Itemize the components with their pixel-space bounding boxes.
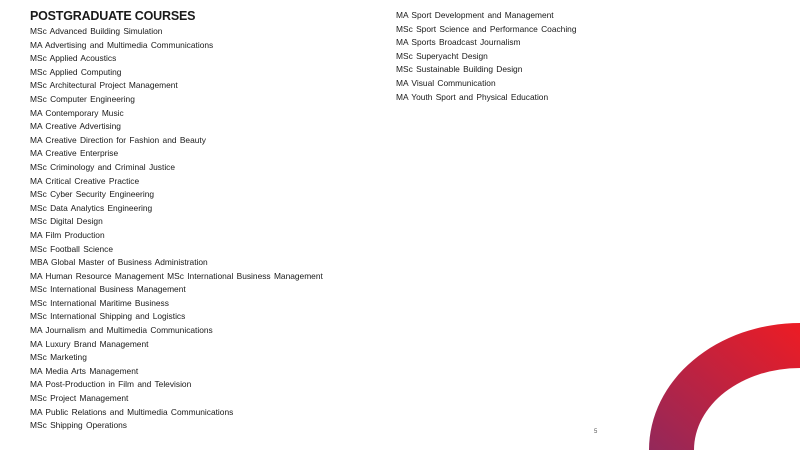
- course-item: MA Critical Creative Practice: [30, 175, 140, 186]
- course-item: MSc Project Management: [30, 393, 129, 404]
- course-list-right: [396, 9, 577, 104]
- course-item: MSc International Maritime Business: [30, 297, 169, 308]
- course-list-left: [30, 25, 323, 433]
- course-item: MSc International Business Management: [30, 284, 186, 295]
- course-item: MA Post-Production in Film and Television: [30, 379, 192, 390]
- course-item: MSc Criminology and Criminal Justice: [30, 161, 176, 172]
- course-item: MSc Architectural Project Management: [30, 80, 178, 91]
- course-item: MA Film Production: [30, 229, 105, 240]
- course-item: MBA Global Master of Business Administration: [30, 257, 208, 268]
- course-item: MA Creative Direction for Fashion and Beauty: [30, 134, 206, 145]
- course-item: MA Creative Enterprise: [30, 148, 119, 159]
- course-item: MA Youth Sport and Physical Education: [396, 91, 549, 102]
- course-item: MSc Applied Acoustics: [30, 53, 117, 64]
- course-item: MA Media Arts Management: [30, 365, 139, 376]
- course-item: MSc Sustainable Building Design: [396, 64, 523, 75]
- course-item: MA Sport Development and Management: [396, 10, 554, 20]
- course-item: MA Visual Communication: [396, 77, 496, 88]
- course-item: MSc Cyber Security Engineering: [30, 189, 155, 200]
- course-item: MSc Football Science: [30, 243, 113, 254]
- decorative-arc-graphic: [640, 320, 800, 450]
- course-item: MA Public Relations and Multimedia Communications: [30, 406, 234, 417]
- course-item: MA Advertising and Multimedia Communications: [30, 39, 214, 50]
- course-item: MA Sports Broadcast Journalism: [396, 37, 521, 48]
- course-item: MSc Shipping Operations: [30, 420, 127, 431]
- course-item: MA Luxury Brand Management: [30, 338, 149, 349]
- course-item: MA Contemporary Music: [30, 107, 124, 118]
- course-item: MSc Digital Design: [30, 216, 103, 227]
- course-item: MSc Marketing: [30, 352, 87, 363]
- course-item: MA Creative Advertising: [30, 121, 121, 132]
- course-item: MSc Superyacht Design: [396, 50, 488, 61]
- page-title: POSTGRADUATE COURSES: [30, 9, 196, 23]
- course-item: MSc International Shipping and Logistics: [30, 311, 186, 322]
- course-item: MSc Computer Engineering: [30, 93, 135, 104]
- page-number: 5: [594, 429, 598, 435]
- course-item: MSc Data Analytics Engineering: [30, 202, 153, 213]
- course-item: MA Human Resource Management MSc International Business Management: [30, 270, 323, 281]
- course-item: MSc Advanced Building Simulation: [30, 26, 163, 36]
- course-item: MA Journalism and Multimedia Communications: [30, 325, 213, 336]
- course-item: MSc Applied Computing: [30, 66, 122, 77]
- course-item: MSc Sport Science and Performance Coaching: [396, 23, 577, 34]
